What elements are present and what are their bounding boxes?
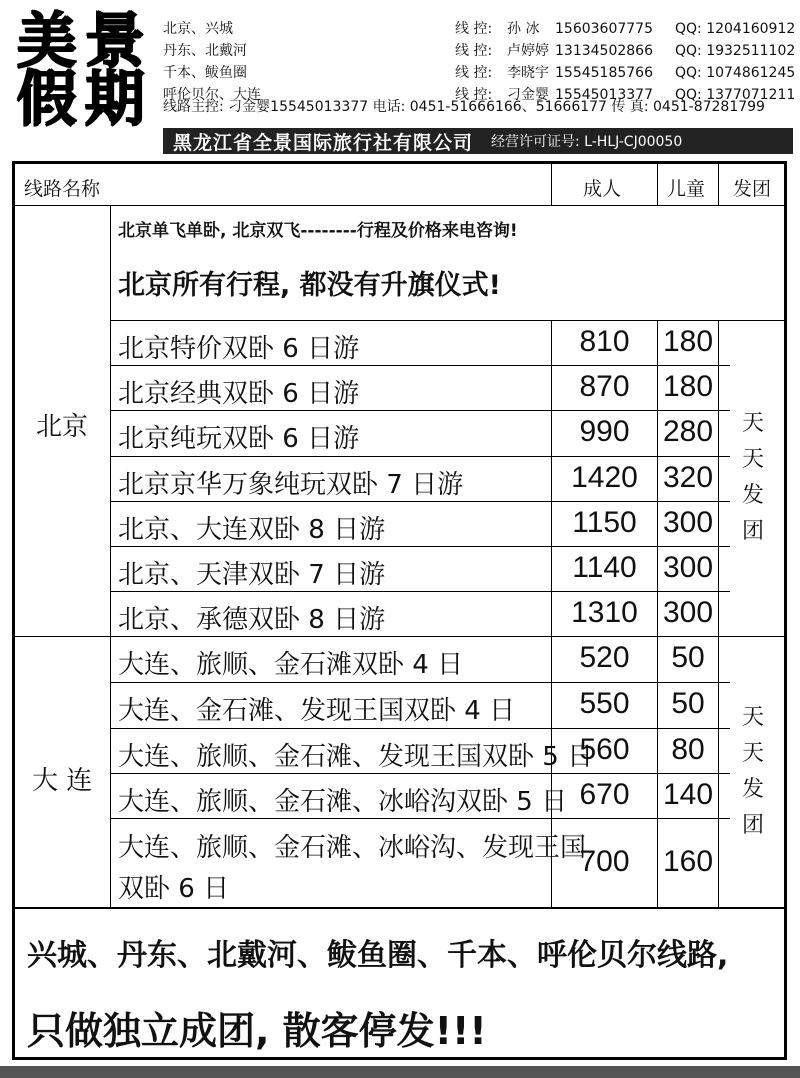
depart-schedule — [738, 406, 768, 550]
contact-row — [455, 62, 796, 84]
beijing-note: 北京单飞单卧, 北京双飞--------行程及价格来电咨询! — [118, 221, 518, 241]
table-divider — [110, 591, 730, 592]
city-item: 丹东、北戴河 — [163, 43, 247, 59]
adult-price: 550 — [579, 687, 630, 720]
table-divider — [110, 728, 730, 729]
contact-qq: QQ: 1377071211 — [675, 87, 796, 103]
child-price: 50 — [671, 687, 705, 720]
header-adult: 成人 — [583, 178, 622, 200]
child-price: 300 — [662, 506, 714, 539]
contact-row — [455, 18, 796, 40]
contact-name: 卢婷婷 — [507, 43, 549, 59]
header-route: 线路名称 — [24, 178, 101, 200]
contact-label: 线 控: — [455, 65, 493, 81]
adult-price: 1420 — [571, 461, 638, 494]
brand-logo — [16, 6, 156, 134]
contact-phone: 13134502866 — [555, 43, 653, 59]
child-price: 180 — [662, 370, 714, 403]
table-divider — [110, 682, 730, 683]
table-divider — [12, 636, 787, 637]
child-price: 280 — [662, 415, 714, 448]
child-price: 50 — [671, 641, 705, 674]
license-number: 经营许可证号: L-HLJ-CJ00050 — [491, 134, 683, 150]
adult-price: 990 — [579, 415, 630, 448]
route-name: 北京京华万象纯玩双卧 7 日游 — [118, 470, 464, 500]
region-beijing: 北京 — [36, 412, 89, 442]
contact-phone: 15603607775 — [555, 21, 653, 37]
company-bar — [163, 128, 793, 154]
table-divider — [12, 205, 787, 206]
city-item: 千本、鲅鱼圈 — [163, 65, 247, 81]
contact-name: 孙 冰 — [507, 21, 540, 37]
beijing-notice: 北京所有行程, 都没有升旗仪式! — [118, 270, 501, 301]
footer-notice: 只做独立成团, 散客停发!!! — [27, 1009, 487, 1053]
footer-routes: 兴城、丹东、北戴河、鲅鱼圈、千本、呼伦贝尔线路, — [27, 938, 729, 973]
depart-char: 发 — [741, 777, 764, 802]
contact-qq: QQ: 1074861245 — [675, 65, 796, 81]
logo-line1: 美景 — [16, 6, 152, 76]
adult-price: 670 — [579, 778, 630, 811]
adult-price: 700 — [579, 845, 630, 878]
table-divider — [110, 320, 787, 321]
table-divider — [12, 907, 787, 909]
header-child: 儿童 — [667, 178, 706, 200]
depart-char: 团 — [741, 813, 764, 838]
adult-price: 560 — [579, 733, 630, 766]
depart-char: 发 — [741, 483, 764, 508]
route-name: 北京经典双卧 6 日游 — [118, 379, 360, 409]
contact-phone: 15545185766 — [555, 65, 653, 81]
main-contact-line: 线路主控: 刁金婴15545013377 电话: 0451-51666166、51666177 传 真: 0451-87281799 — [163, 99, 765, 115]
route-name: 北京纯玩双卧 6 日游 — [118, 424, 360, 454]
adult-price: 1150 — [572, 506, 637, 539]
adult-price: 520 — [579, 641, 630, 674]
depart-char: 天 — [741, 447, 764, 472]
adult-price: 1310 — [571, 596, 638, 629]
contact-label: 线 控: — [455, 87, 493, 103]
column-divider — [718, 320, 719, 907]
column-divider — [718, 164, 719, 205]
bottom-bar — [0, 1066, 800, 1078]
route-name: 大连、旅顺、金石滩、发现王国双卧 5 日 — [118, 742, 594, 772]
child-price: 80 — [671, 733, 705, 766]
table-divider — [110, 456, 730, 457]
contact-name: 李晓宇 — [507, 65, 549, 81]
table-divider — [110, 773, 730, 774]
child-price: 180 — [662, 325, 714, 358]
route-name: 大连、旅顺、金石滩双卧 4 日 — [118, 650, 464, 680]
adult-price: 810 — [579, 325, 630, 358]
column-divider — [657, 164, 658, 205]
depart-schedule — [738, 700, 768, 844]
child-price: 320 — [662, 461, 714, 494]
city-item: 北京、兴城 — [163, 21, 233, 37]
region-dalian: 大 连 — [32, 766, 93, 796]
city-item: 呼伦贝尔、大连 — [163, 87, 261, 103]
contact-label: 线 控: — [455, 43, 493, 59]
contact-row — [455, 40, 796, 62]
contact-list — [455, 18, 796, 106]
depart-char: 天 — [741, 705, 764, 730]
route-name: 北京特价双卧 6 日游 — [118, 334, 360, 364]
contact-label: 线 控: — [455, 21, 493, 37]
table-divider — [110, 501, 730, 502]
route-name: 北京、承德双卧 8 日游 — [118, 605, 386, 635]
route-name: 大连、旅顺、金石滩、冰峪沟双卧 5 日 — [118, 787, 568, 817]
depart-char: 团 — [741, 519, 764, 544]
route-name-continued: 双卧 6 日 — [118, 874, 230, 904]
table-divider — [110, 365, 730, 366]
table-divider — [110, 546, 730, 547]
logo-line2: 假期 — [16, 64, 152, 134]
city-list — [163, 18, 261, 106]
table-divider — [110, 818, 730, 819]
route-name: 大连、金石滩、发现王国双卧 4 日 — [118, 696, 516, 726]
child-price: 160 — [662, 845, 714, 878]
adult-price: 1140 — [572, 551, 637, 584]
column-divider — [551, 164, 552, 205]
company-name: 黑龙江省全景国际旅行社有限公司 — [173, 131, 474, 154]
header-depart: 发团 — [733, 178, 772, 200]
route-name: 大连、旅顺、金石滩、冰峪沟、发现王国 — [118, 833, 587, 863]
child-price: 140 — [662, 778, 714, 811]
contact-phone: 15545013377 — [555, 87, 653, 103]
table-divider — [110, 410, 730, 411]
contact-qq: QQ: 1204160912 — [675, 21, 796, 37]
depart-char: 天 — [741, 741, 764, 766]
route-name: 北京、天津双卧 7 日游 — [118, 560, 386, 590]
contact-name: 刁金婴 — [507, 87, 549, 103]
child-price: 300 — [662, 551, 714, 584]
depart-char: 天 — [741, 411, 764, 436]
column-divider — [110, 205, 111, 907]
route-name: 北京、大连双卧 8 日游 — [118, 515, 386, 545]
adult-price: 870 — [579, 370, 630, 403]
contact-qq: QQ: 1932511102 — [675, 43, 796, 59]
child-price: 300 — [662, 596, 714, 629]
